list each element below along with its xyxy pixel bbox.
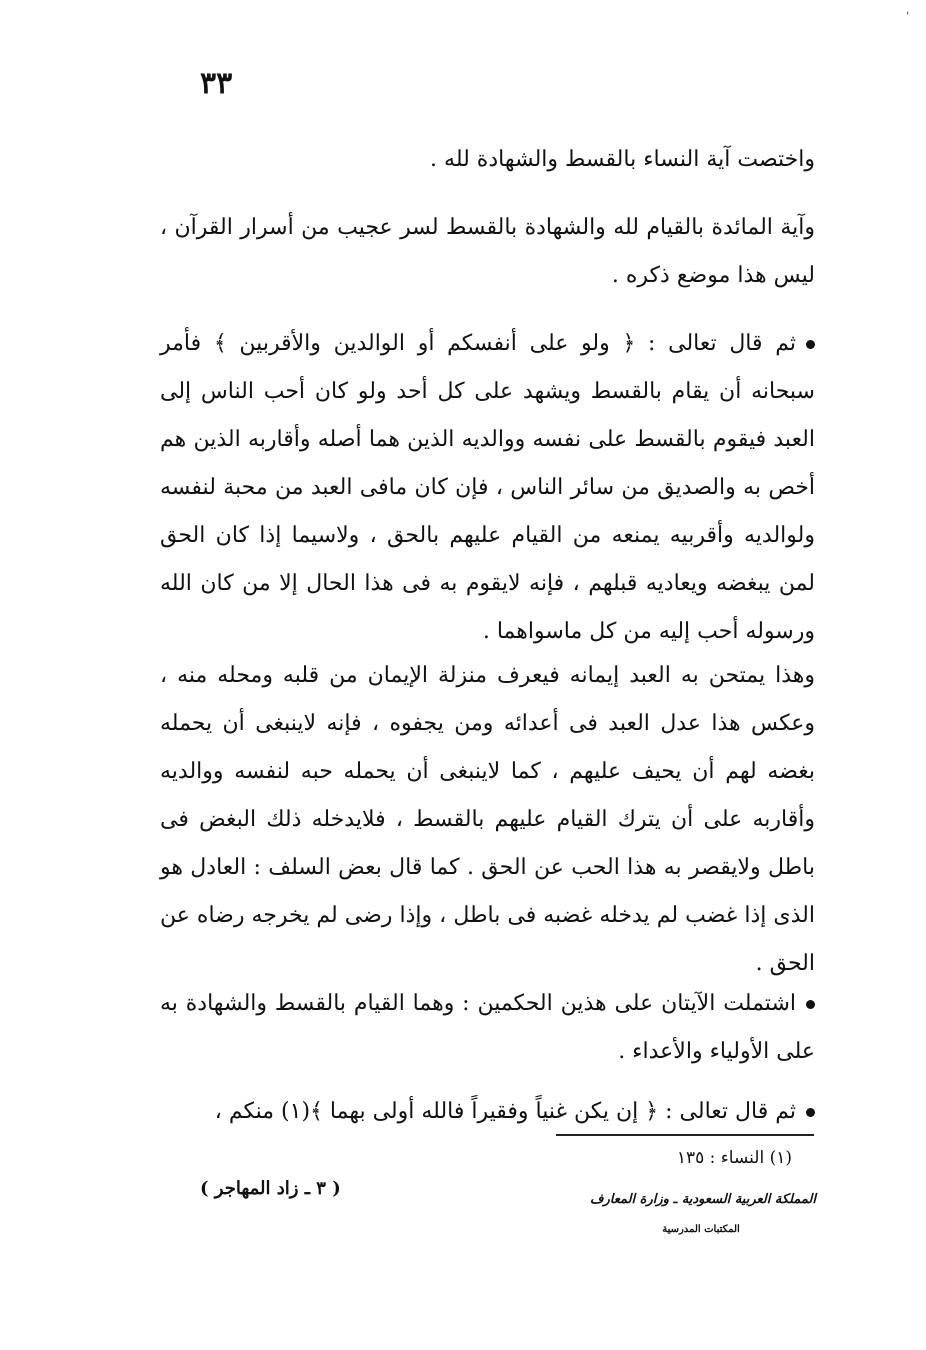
page-number: ٣٣ [200, 66, 233, 101]
paragraph-6 [160, 1088, 815, 1136]
book-signature: ( ٣ ـ زاد المهاجر ) [200, 1178, 341, 1199]
paragraph-1: واختصت آية النساء بالقسط والشهادة لله . [430, 147, 815, 172]
paragraph-5 [160, 980, 815, 1076]
paragraph-4: وهذا يمتحن به العبد إيمانه فيعرف منزلة الإيمان من قلبه ومحله منه ، وعكس هذا عدل العبد فى أعدائه ومن يجفوه ، فإنه لاينبغى أن يحمله بغضه لهم أن يحيف عليهم ، كما لاينبغى أن يحمله حبه لنفسه ووالديه وأقاربه على أن يترك القيام عليهم بالقسط ، فلايدخله ذلك البغض فى باطل ولايقصر به هذا الحب عن الحق . كما قال بعض السلف : العادل هو الذى إذا غضب لم يدخله غضبه فى باطل ، وإذا رضى لم يخرجه رضاه عن الحق . [160, 663, 815, 976]
paragraph-5-text: اشتملت الآيتان على هذين الحكمين : وهما القيام بالقسط والشهادة به على الأولياء والأعداء . [160, 991, 815, 1064]
footnote-divider [556, 1134, 814, 1136]
footnote: (١) النساء : ١٣٥ [676, 1148, 792, 1168]
library-stamp-line1: المملكة العربية السعودية ـ وزارة المعارف [590, 1192, 816, 1207]
library-stamp-line2: المكتبات المدرسية [662, 1224, 740, 1235]
corner-mark: ˈ [906, 10, 910, 24]
bullet-icon [806, 1000, 815, 1009]
paragraph-6-text: ثم قال تعالى : ﴿ إن يكن غنياً وفقيراً فالله أولى بهما ﴾(١) منكم ، [214, 1099, 796, 1124]
paragraph-3-text: ثم قال تعالى : ﴿ ولو على أنفسكم أو الوالدين والأقربين ﴾ فأمر سبحانه أن يقام بالقسط ويشهد على كل أحد ولو كان أحب الناس إلى العبد فيقوم بالقسط على نفسه ووالديه الذين هما أصله وأقاربه الذين هم أخص به والصديق من سائر الناس ، فإن كان مافى العبد من محبة لنفسه ولوالديه وأقربيه يمنعه من القيام عليهم بالحق ، ولاسيما إذا كان الحق لمن يبغضه ويعاديه قبلهم ، فإنه لايقوم به فى هذا الحال إلا من كان الله ورسوله أحب إليه من كل ماسواهما . [160, 331, 815, 644]
bullet-icon [806, 1108, 815, 1117]
paragraph-3 [160, 320, 815, 656]
bullet-icon [806, 340, 815, 349]
paragraph-2: وآية المائدة بالقيام لله والشهادة بالقسط لسر عجيب من أسرار القرآن ، ليس هذا موضع ذكره . [160, 215, 815, 288]
